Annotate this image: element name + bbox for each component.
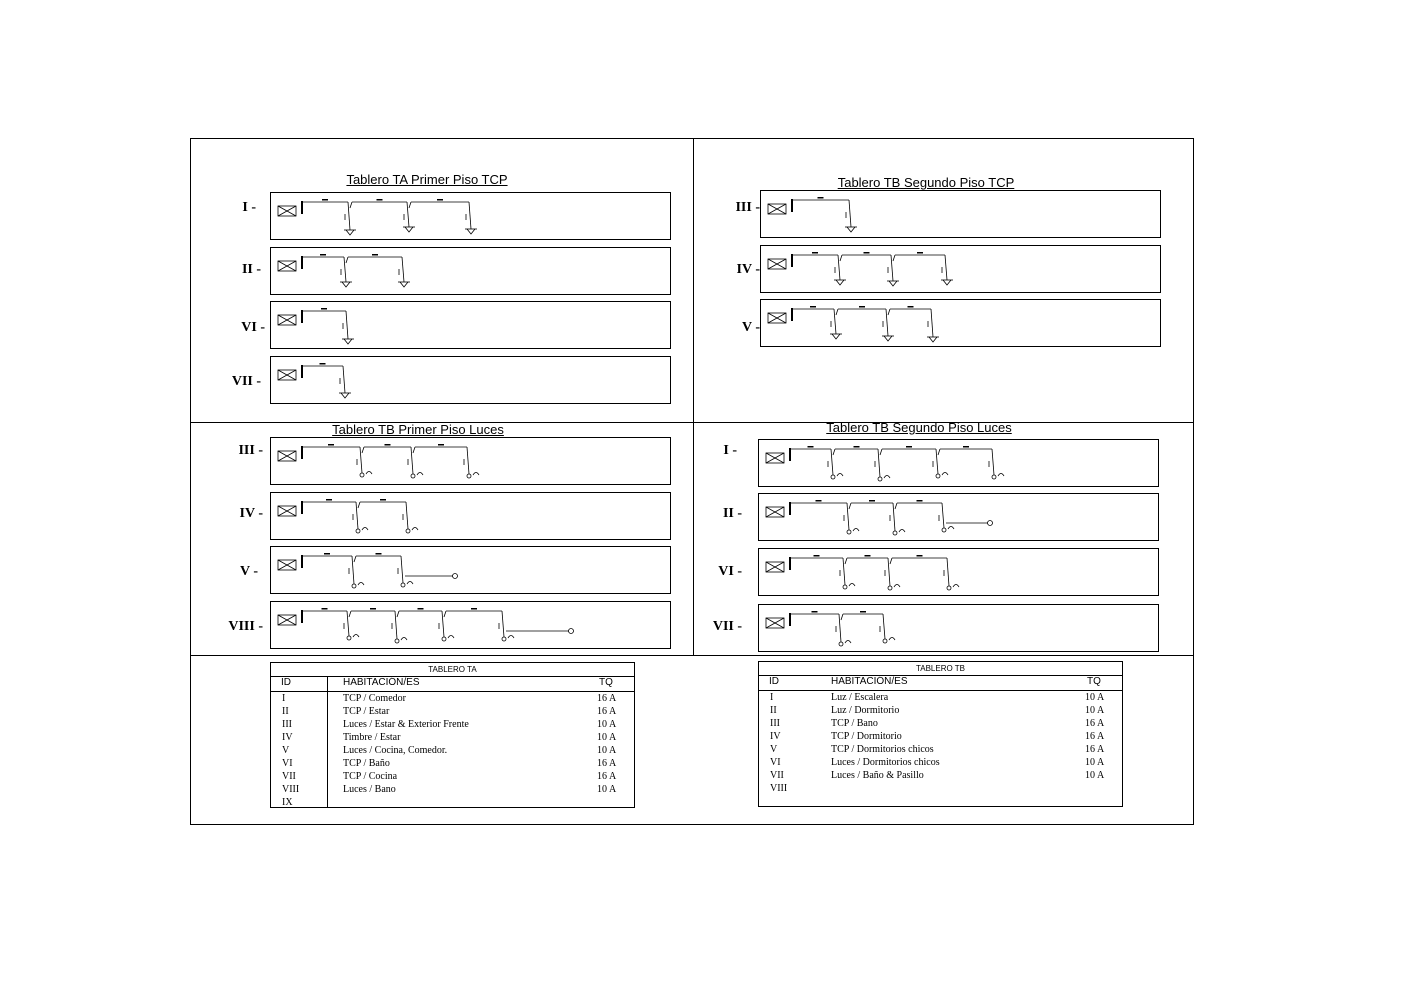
table-cell-tq: 10 A [1085, 770, 1105, 781]
circuit-diagram [270, 437, 671, 485]
table-cell-tq: 16 A [1085, 744, 1105, 755]
table-cell-tq: 10 A [597, 719, 617, 730]
circuit-diagram [758, 604, 1159, 652]
circuit-label: II - [722, 506, 742, 521]
circuit-diagram [270, 192, 671, 240]
circuit-schematic [271, 493, 670, 539]
circuit-schematic [271, 547, 670, 593]
circuit-schematic [761, 300, 1160, 346]
circuit-schematic [271, 302, 670, 348]
circuit-diagram [270, 492, 671, 540]
legend-table-ta [270, 662, 635, 808]
table-cell-rooms: TCP / Comedor [343, 693, 406, 704]
table-cell-id: VI [282, 758, 293, 769]
column-header-id: ID [769, 676, 779, 687]
circuit-schematic [271, 602, 670, 648]
circuit-label: III - [735, 200, 760, 215]
table-cell-rooms: Luces / Dormitorios chicos [831, 757, 940, 768]
table-cell-tq: 16 A [597, 758, 617, 769]
circuit-label: VI - [718, 564, 742, 579]
circuit-label: VI - [241, 320, 265, 335]
table-cell-id: IX [282, 797, 293, 808]
table-cell-id: IV [770, 731, 781, 742]
table-cell-id: I [282, 693, 286, 704]
circuit-label: I - [242, 200, 256, 215]
circuit-label: VII - [712, 619, 742, 634]
table-cell-tq: 10 A [1085, 705, 1105, 716]
table-cell-id: VII [282, 771, 296, 782]
table-cell-tq: 10 A [597, 732, 617, 743]
table-cell-tq: 10 A [597, 784, 617, 795]
table-cell-rooms: TCP / Dormitorio [831, 731, 902, 742]
circuit-diagram [760, 245, 1161, 293]
table-cell-tq: 10 A [1085, 692, 1105, 703]
table-cell-id: V [770, 744, 778, 755]
column-header-id: ID [281, 677, 291, 688]
table-cell-tq: 16 A [1085, 731, 1105, 742]
circuit-label: V - [741, 320, 760, 335]
table-cell-id: III [770, 718, 780, 729]
section-title-tb-2-tcp: Tablero TB Segundo Piso TCP [837, 175, 1015, 190]
circuit-schematic [271, 248, 670, 294]
table-cell-id: VIII [770, 783, 788, 794]
table-cell-id: I [770, 692, 774, 703]
table-cell-rooms: Timbre / Estar [343, 732, 401, 743]
table-cell-tq: 16 A [597, 693, 617, 704]
table-cell-rooms: Luz / Escalera [831, 692, 889, 703]
column-header-rooms: HABITACIÓN/ES [831, 676, 908, 687]
circuit-diagram [270, 546, 671, 594]
section-title-tb-1-luces: Tablero TB Primer Piso Luces [332, 422, 504, 437]
circuit-schematic [271, 438, 670, 484]
table-cell-tq: 10 A [597, 745, 617, 756]
circuit-diagram [270, 247, 671, 295]
circuit-label: VII - [231, 374, 261, 389]
table-cell-rooms: Luces / Estar & Exterior Frente [343, 719, 469, 730]
circuit-schematic [271, 357, 670, 403]
table-cell-rooms: TCP / Estar [343, 706, 390, 717]
legend-table-title: TABLERO TA [428, 665, 477, 674]
table-cell-rooms: Luz / Dormitorio [831, 705, 900, 716]
circuit-schematic [759, 549, 1158, 595]
table-cell-rooms: TCP / Dormitorios chicos [831, 744, 934, 755]
legend-table-tb [758, 661, 1123, 807]
circuit-diagram [760, 190, 1161, 238]
column-header-rooms: HABITACIÓN/ES [343, 677, 420, 688]
circuit-schematic [761, 246, 1160, 292]
section-title-tb-2-luces: Tablero TB Segundo Piso Luces [826, 420, 1012, 435]
table-cell-rooms: TCP / Cocina [343, 771, 398, 782]
table-cell-rooms: TCP / Baño [343, 758, 390, 769]
circuit-schematic [759, 494, 1158, 540]
circuit-label: II - [241, 262, 261, 277]
table-cell-rooms: Luces / Baño & Pasillo [831, 770, 924, 781]
table-cell-rooms: TCP / Bano [831, 718, 878, 729]
table-cell-id: VIII [282, 784, 300, 795]
circuit-diagram [270, 301, 671, 349]
table-cell-tq: 10 A [1085, 757, 1105, 768]
circuit-schematic [271, 193, 670, 239]
circuit-label: III - [238, 443, 263, 458]
circuit-label: IV - [239, 506, 263, 521]
table-cell-rooms: Luces / Cocina, Comedor. [343, 745, 448, 756]
circuit-label: V - [239, 564, 258, 579]
circuit-diagram [270, 601, 671, 649]
table-cell-id: II [770, 705, 777, 716]
circuit-label: I - [723, 443, 737, 458]
table-cell-tq: 16 A [1085, 718, 1105, 729]
circuit-label: VIII - [228, 619, 263, 634]
table-cell-id: V [282, 745, 290, 756]
legend-table-title: TABLERO TB [915, 664, 966, 673]
column-header-tq: TQ [599, 677, 613, 688]
table-cell-id: VI [770, 757, 781, 768]
table-cell-id: IV [282, 732, 293, 743]
circuit-diagram [758, 493, 1159, 541]
circuit-schematic [761, 191, 1160, 237]
circuit-label: IV - [736, 262, 760, 277]
table-cell-rooms: Luces / Bano [343, 784, 396, 795]
circuit-diagram [760, 299, 1161, 347]
circuit-schematic [759, 440, 1158, 486]
circuit-schematic [759, 605, 1158, 651]
table-cell-id: VII [770, 770, 784, 781]
circuit-diagram [758, 439, 1159, 487]
circuit-diagram [758, 548, 1159, 596]
divider-horizontal-lower [191, 655, 1193, 656]
section-title-ta-tcp: Tablero TA Primer Piso TCP [346, 172, 508, 187]
circuit-diagram [270, 356, 671, 404]
table-cell-id: III [282, 719, 292, 730]
table-cell-id: II [282, 706, 289, 717]
column-header-tq: TQ [1087, 676, 1101, 687]
table-cell-tq: 16 A [597, 706, 617, 717]
table-cell-tq: 16 A [597, 771, 617, 782]
